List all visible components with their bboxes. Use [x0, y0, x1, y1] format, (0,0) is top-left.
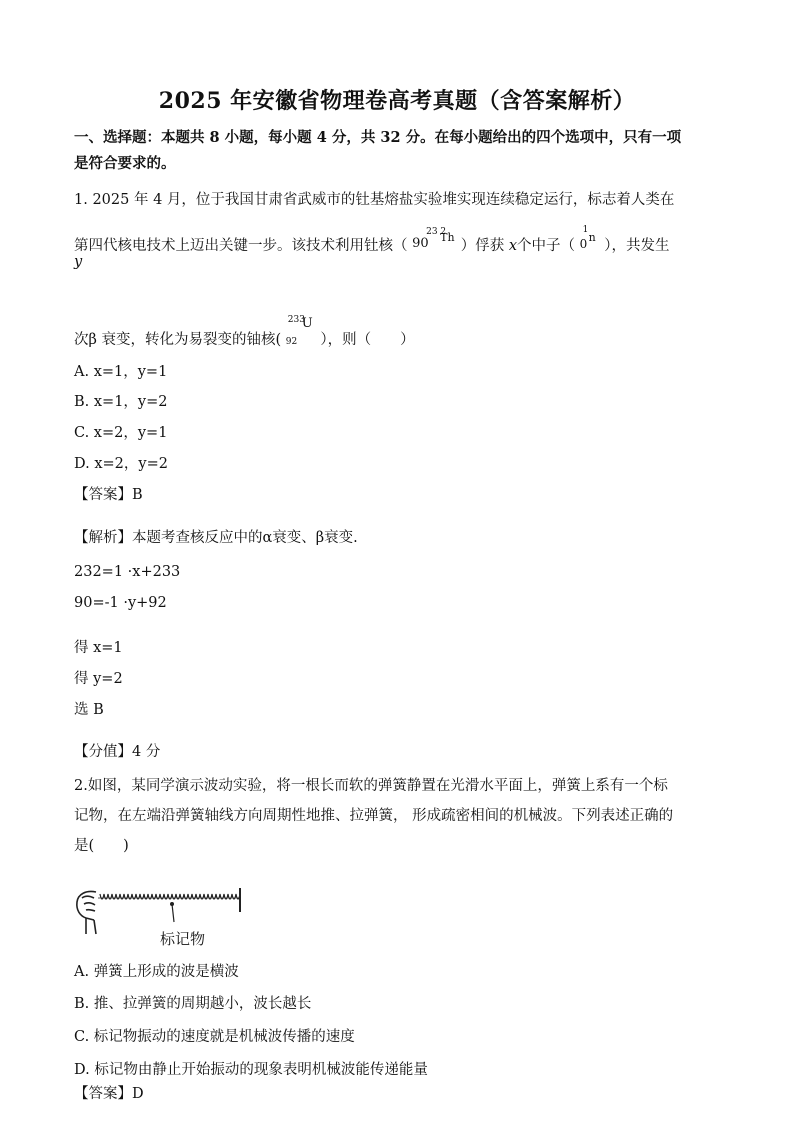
- q2-answer: 【答案】D: [74, 1086, 144, 1102]
- q1-stem-line2-b: ）俘获: [460, 238, 509, 254]
- q1-equation-1: 232=1 ·x+233: [74, 564, 181, 580]
- neutron-mass-number: 1: [582, 225, 589, 235]
- q1-stem-line1: 1. 2025 年 4 月，位于我国甘肃省武威市的钍基熔盐实验堆实现连续稳定运行，标志着人类在: [74, 192, 675, 208]
- var-y: y: [74, 254, 83, 270]
- q1-result-y: 得 y=2: [74, 671, 123, 687]
- q1-equation-2: 90=-1 ·y+92: [74, 595, 167, 611]
- q2-stem-line3: 是( ): [74, 838, 129, 854]
- thorium-nuclide: [412, 227, 456, 251]
- uranium-nuclide: [285, 315, 316, 347]
- spring-coils: [98, 894, 240, 899]
- q1-var-y-line: [74, 252, 82, 272]
- neutron-nuclide: [579, 225, 600, 251]
- thorium-symbol: Th: [440, 231, 455, 244]
- q1-option-d: D. x=2，y=2: [74, 456, 168, 472]
- q1-stem-line2: [74, 225, 670, 256]
- q1-stem-line3: [74, 315, 415, 350]
- q2-option-c: C. 标记物振动的速度就是机械波传播的速度: [74, 1029, 355, 1045]
- q2-stem-line1: 2.如图，某同学演示波动实验，将一根长而软的弹簧静置在光滑水平面上，弹簧上系有一个标: [74, 778, 668, 794]
- neutron-symbol: n: [588, 231, 596, 244]
- q1-stem-line3-b: ），则（ ）: [320, 332, 415, 348]
- q2-option-d: D. 标记物由静止开始振动的现象表明机械波能传递能量: [74, 1062, 428, 1078]
- q2-stem-line2: 记物，在左端沿弹簧轴线方向周期性地推、拉弹簧， 形成疏密相间的机械波。下列表述正确的: [74, 808, 674, 824]
- q1-stem-line2-c: 个中子（: [517, 238, 576, 254]
- neutron-atomic-number: 0: [579, 237, 588, 251]
- section-instruction-line2: 是符合要求的。: [74, 155, 176, 172]
- section-instruction-line1: 一、选择题：本题共 8 小题，每小题 4 分，共 32 分。在每小题给出的四个选项中，只有一项: [74, 129, 682, 146]
- uranium-mass-number: 233: [287, 315, 305, 325]
- thorium-atomic-number: 90: [412, 236, 429, 251]
- uranium-symbol: U: [301, 316, 313, 331]
- uranium-atomic-number: 92: [285, 337, 298, 347]
- var-x: x: [508, 238, 518, 254]
- q1-option-c: C. x=2，y=1: [74, 425, 168, 441]
- q1-stem-line3-a: 次β 衰变，转化为易裂变的铀核(: [74, 332, 282, 348]
- q1-result-choice: 选 B: [74, 702, 104, 718]
- marker-label: 标记物: [160, 930, 206, 948]
- q2-option-a: A. 弹簧上形成的波是横波: [74, 964, 239, 980]
- q2-option-b: B. 推、拉弹簧的周期越小，波长越长: [74, 996, 312, 1012]
- q1-result-x: 得 x=1: [74, 640, 123, 656]
- thorium-mass-number: 23 2: [426, 227, 447, 237]
- q1-analysis: 【解析】本题考查核反应中的α衰变、β衰变.: [74, 530, 358, 546]
- q1-answer: 【答案】B: [74, 487, 143, 503]
- page-title: 2025 年安徽省物理卷高考真题（含答案解析）: [158, 88, 636, 114]
- q1-option-a: A. x=1，y=1: [74, 364, 168, 380]
- spring-figure: [72, 884, 252, 948]
- hand-icon: [77, 891, 96, 934]
- q1-stem-line2-d: ），共发生: [604, 238, 670, 254]
- q1-stem-line2-a: 第四代核电技术上迈出关键一步。该技术利用钍核（: [74, 238, 408, 254]
- q1-option-b: B. x=1，y=2: [74, 394, 168, 410]
- q1-score: 【分值】4 分: [74, 744, 161, 760]
- marker-pointer-line: [172, 904, 174, 922]
